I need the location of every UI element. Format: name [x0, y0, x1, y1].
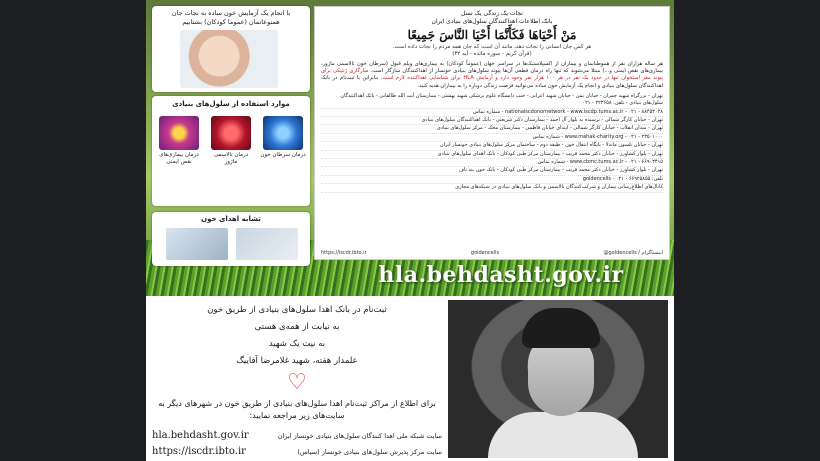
- similar-title: تشابه اهدای خون: [201, 215, 261, 223]
- donation-photo: [166, 228, 228, 260]
- center-line: تهران - خیابان نلسون ماندلا - پایگاه انتقال خون - طبقه دوم - ساختمان مرکز سلول‌های بنیادی خونساز ایران: [321, 142, 663, 150]
- info-text: برای اطلاع از مراکز ثبت‌نام اهدا سلول‌های بنیادی از طریق خون در شهرهای دیگر به سایت‌های زیر مراجعه نمایید:: [158, 399, 436, 420]
- center-line: www.mahak-charity.org - ۰۲۱ - ۲۳۵۰۱۰۰۰ - شماره تماس: [321, 134, 663, 142]
- poster-bottom: [146, 296, 674, 461]
- center-line: تلفن: ۶۶۹۲۵۸۵۵ - ۰۲۱ · goldencells: [321, 176, 663, 184]
- centers-list: [321, 93, 663, 193]
- site-row: [152, 446, 442, 457]
- center-line: www.cbmc.tums.ac.ir - ۰۲۱ - ۶۶۹۰۳۴۱۵ - شماره تماس: [321, 159, 663, 167]
- martyr-name: علمدار هفته، شهید غلامرضا آقاییگ: [236, 356, 358, 366]
- card-blood-donation-similarity: [152, 212, 310, 266]
- poster: [146, 0, 674, 461]
- center-line: تهران - بزرگراه شهید چمران - خیابان یمن - خیابان شهید اعرابی - جنب دانشگاه علوم پزشکی شهید بهشتی - بیمارستان آیت الله طالقانی - بانک اهداکنندگان سلول‌های بنیادی - تلفن: ۲۲۳۶۵۸ - ۰۲۱: [321, 93, 663, 109]
- use-item: [208, 116, 254, 166]
- site-description: سایت مرکز پذیرش سلول‌های بنیادی خونساز (سیاس): [297, 447, 442, 456]
- center-line: تهران - بلوار کشاورز - خیابان دکتر محمد قریب - بیمارستان مرکز طبی کودکان - بانک خون بند ناف: [321, 167, 663, 175]
- cell-image: [211, 116, 251, 150]
- quran-verse: مَنْ أَحْيَاهَا فَكَأَنَّمَا أَحْيَا النَّاسَ جَمِيعًا: [407, 28, 577, 42]
- site-row: [152, 430, 442, 441]
- heart-icon: ♡: [287, 370, 307, 395]
- center-line: تهران - بلوار کشاورز - خیابان دکتر محمد قریب - بیمارستان مرکز طبی کودکان - بانک اهدای سلول‌های بنیادی: [321, 151, 663, 159]
- uses-list: [156, 116, 306, 166]
- card-title: با انجام یک آزمایش خون ساده به نجات جان همنوعانمان (عموما کودکان) بشتابیم: [171, 9, 291, 26]
- dedication-text: [152, 304, 442, 427]
- center-line: تهران - میدان انقلاب - خیابان کارگر شمالی - ابتدای خیابان فاطمی - بیمارستان محک - مرکز سلول‌های بنیادی: [321, 125, 663, 133]
- portrait-hair: [522, 308, 600, 348]
- info-panel: [314, 6, 670, 260]
- footer-link[interactable]: https://iscdr.ibto.ir: [321, 250, 367, 256]
- dedication-line: به نیابت از همه‌ی هستی: [254, 322, 340, 332]
- heart-hands-photo: [236, 228, 298, 260]
- footer-instagram: @goldencells / اینستاگرام: [603, 250, 663, 256]
- card-simple-blood-test: [152, 6, 310, 92]
- panel-footer: [321, 250, 663, 256]
- martyr-portrait: [448, 300, 668, 458]
- cell-image: [159, 116, 199, 150]
- paragraph-part: هر ساله هزاران نفر از هموطنانمان و بیماران از اکسپلاستیک‌ها در سراسر جهان (عموماً کودکان) به بیماری‌های ویلم قبول (سرطان خون تالاسمی ماژور، بیماری‌های نقص ایمنی و...) مبتلا می‌شوند که تنها راه درمان قطعی آن‌ها پیوند سلول‌های بنیادی خونساز از اهداکنندگان سازگار است.: [321, 61, 663, 75]
- center-line: nationalscdonornetwork - www.iscdp.tums.ac.ir - ۰۲۱ - ۸۸۴۵۳۰۴۸ - شماره تماس: [321, 109, 663, 117]
- dedication-line: به نیت یک شهید: [268, 339, 326, 349]
- center-line: تهران - خیابان کارگر شمالی - نرسیده به بلوار آل احمد - بیمارستان دکتر شریعتی - بانک اهداکنندگان سلول‌های بنیادی: [321, 117, 663, 125]
- site-url-banner: hla.behdasht.gov.ir: [378, 262, 624, 288]
- child-photo: [180, 30, 278, 88]
- use-label: درمان تالاسمی ماژور: [213, 152, 249, 165]
- uses-title: موارد استفاده از سلول‌های بنیادی: [172, 100, 290, 108]
- poster-top: [146, 0, 674, 296]
- site-description: سایت شبکه ملی اهدا کنندگان سلول‌های بنیادی خونساز ایران: [277, 431, 442, 440]
- dedication-line: ثبت‌نام در بانک اهدا سلول‌های بنیادی از طریق خون: [207, 305, 387, 315]
- center-line: کانال‌های اطلاع‌رسانی بیماران و شرکت‌کنندگان تالاسمی و بانک سلول‌های بنیادی در شبکه‌های مجازی: [321, 184, 663, 192]
- card-stem-cell-uses: [152, 96, 310, 206]
- verse-reference: (قرآن کریم - سوره مائده - آیه ۳۲): [452, 51, 532, 57]
- intro-paragraph: [321, 61, 663, 90]
- use-item: [260, 116, 306, 166]
- paragraph-highlight: سازگاری ژنتیکی برای پیوند مغز استخوان تنها در حدود یک نفر در هر ۱۰۰ هزار نفر وجود دارد و آزمایش HLA برای شناسایی اهداکننده لازم است.: [321, 68, 664, 82]
- org-name: نجات یک زندگی یک نسل بانک اطلاعات اهداکنندگان سلول‌های بنیادی ایران: [431, 10, 553, 25]
- footer-handle: goldencells: [470, 250, 500, 256]
- use-item: [156, 116, 202, 166]
- cell-image: [263, 116, 303, 150]
- use-label: درمان بیماری‌های نقص ایمنی: [159, 152, 199, 165]
- use-label: درمان سرطان خون: [260, 152, 306, 158]
- site-link[interactable]: hla.behdasht.gov.ir: [152, 430, 249, 441]
- verse-translation: هر کس جان انسانی را نجات دهد، مانند آن است که جان همه مردم را نجات داده است.: [392, 44, 592, 50]
- site-link[interactable]: https://iscdr.ibto.ir: [152, 446, 246, 457]
- paragraph-part: بنابراین با ثبت‌نام در بانک اهداکنندگان سلول‌های بنیادی و انجام یک آزمایش خون ساده می‌توانید فرصت زندگی دوباره را به بیماران هدیه کنید.: [321, 75, 663, 89]
- portrait-collar: [488, 412, 638, 458]
